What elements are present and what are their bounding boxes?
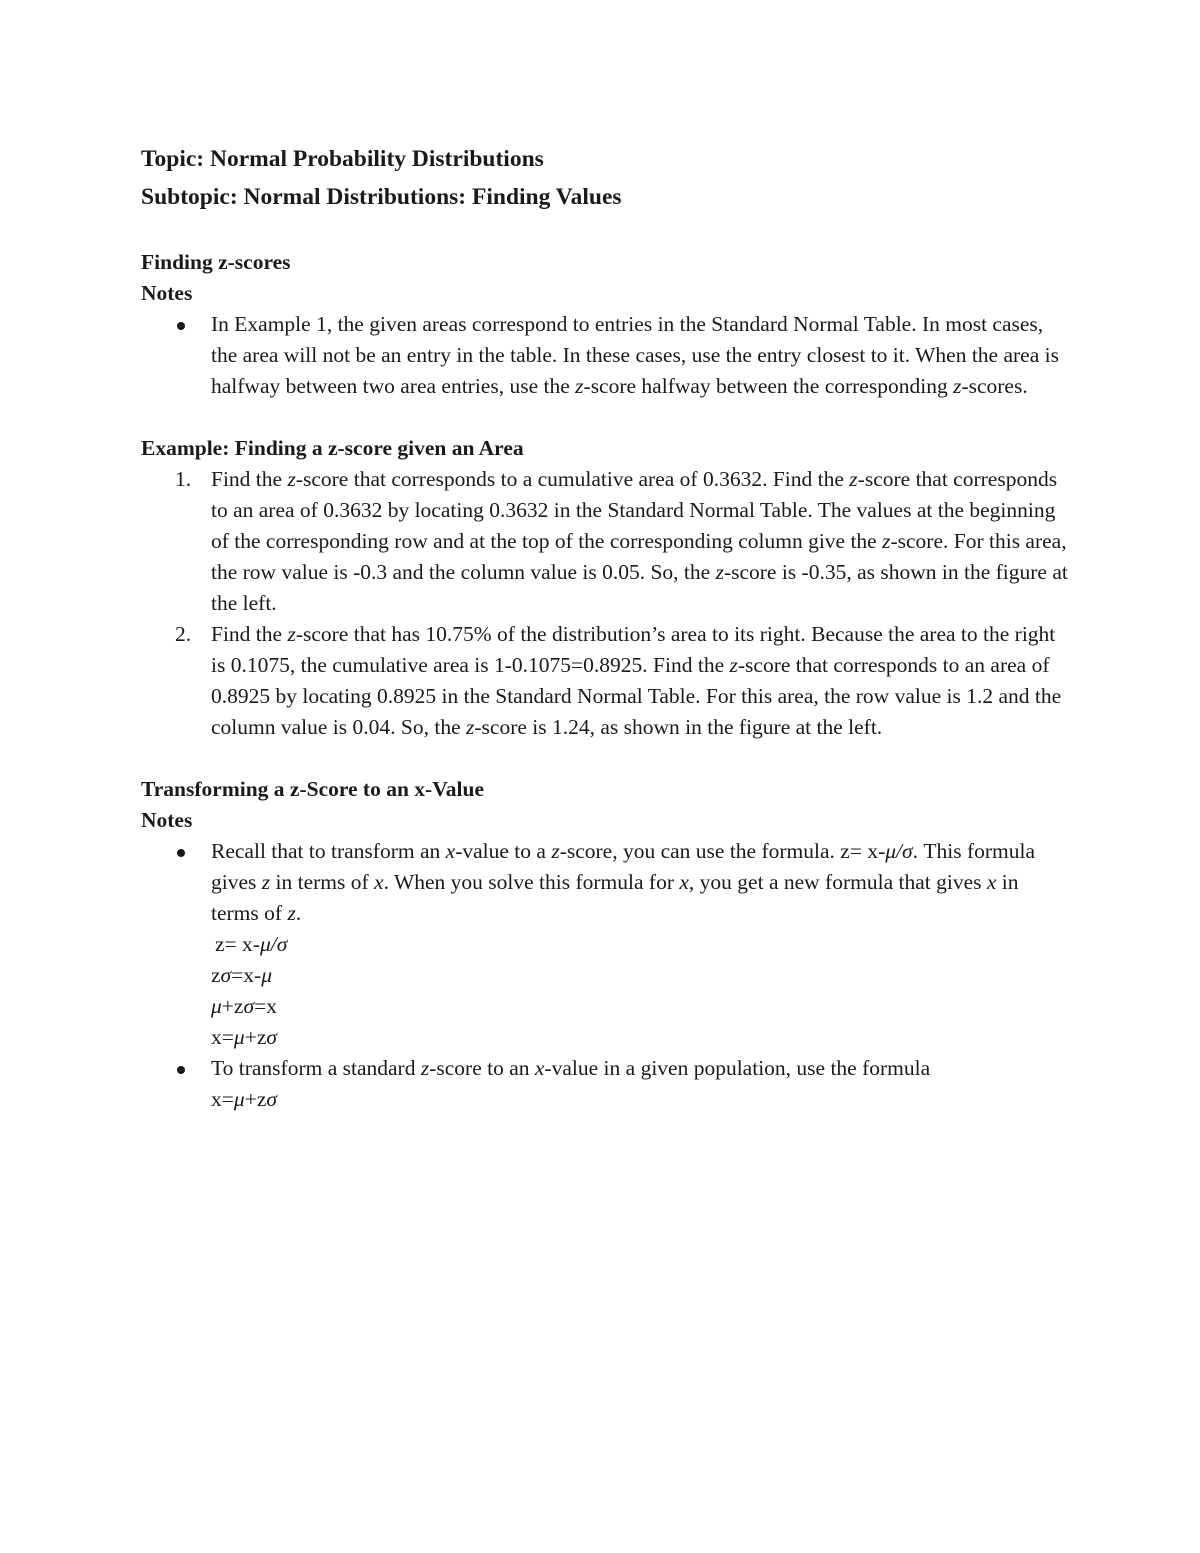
list-item: [141, 836, 1071, 1053]
section-heading-transforming: Transforming a z-Score to an x-Value: [141, 777, 484, 801]
note-text: To transform a standard z-score to an x-value in a given population, use the formula: [211, 1056, 931, 1080]
list-number: 1.: [175, 467, 192, 491]
list-item: [141, 619, 1071, 743]
formula-line: zσ=x-μ: [211, 963, 272, 987]
list-item: [141, 309, 1071, 402]
topic-title: Topic: Normal Probability Distributions: [141, 146, 544, 172]
subtopic-title: Subtopic: Normal Distributions: Finding Values: [141, 184, 622, 210]
formula-line: z= x-μ/σ: [215, 932, 288, 956]
list-item: [141, 1053, 1071, 1115]
notes-label: Notes: [141, 281, 193, 305]
bullet-icon: [177, 849, 185, 857]
note-text: Recall that to transform an x-value to a z-score, you can use the formula. z= x-μ/σ. This formula gives z in terms of x. When you solve this formula for x, you get a new formula that gives x in terms of z.: [211, 839, 1036, 925]
bullet-icon: [177, 1066, 185, 1074]
bullet-icon: [177, 322, 185, 330]
list-item: [141, 464, 1071, 619]
notes-list: [141, 836, 1071, 1115]
list-number: 2.: [175, 622, 192, 646]
notes-list: [141, 309, 1071, 402]
formula-line: x=μ+zσ: [211, 1025, 277, 1049]
formula-line: μ+zσ=x: [211, 994, 277, 1018]
document-page: [141, 140, 1071, 1115]
example-list: [141, 464, 1071, 743]
note-text: In Example 1, the given areas correspond to entries in the Standard Normal Table. In most cases, the area will not be an entry in the table. In these cases, use the entry closest to it. When the area is halfway between two area entries, use the z-score halfway between the corresponding z-scores.: [211, 312, 1059, 398]
notes-label: Notes: [141, 808, 193, 832]
formula-line: x=μ+zσ: [211, 1087, 277, 1111]
section-heading-finding-z-scores: Finding z-scores: [141, 250, 291, 274]
example-text: Find the z-score that has 10.75% of the distribution’s area to its right. Because the area to the right is 0.1075, the cumulative area is 1-0.1075=0.8925. Find the z-score that corresponds to an area of 0.8925 by locating 0.8925 in the Standard Normal Table. For this area, the row value is 1.2 and the column value is 0.04. So, the z-score is 1.24, as shown in the figure at the left.: [211, 622, 1062, 739]
section-heading-example: Example: Finding a z-score given an Area: [141, 436, 524, 460]
example-text: Find the z-score that corresponds to a cumulative area of 0.3632. Find the z-score that corresponds to an area of 0.3632 by locating 0.3632 in the Standard Normal Table. The values at the beginning of the corresponding row and at the top of the corresponding column give the z-score. For this area, the row value is -0.3 and the column value is 0.05. So, the z-score is -0.35, as shown in the figure at the left.: [211, 467, 1068, 615]
